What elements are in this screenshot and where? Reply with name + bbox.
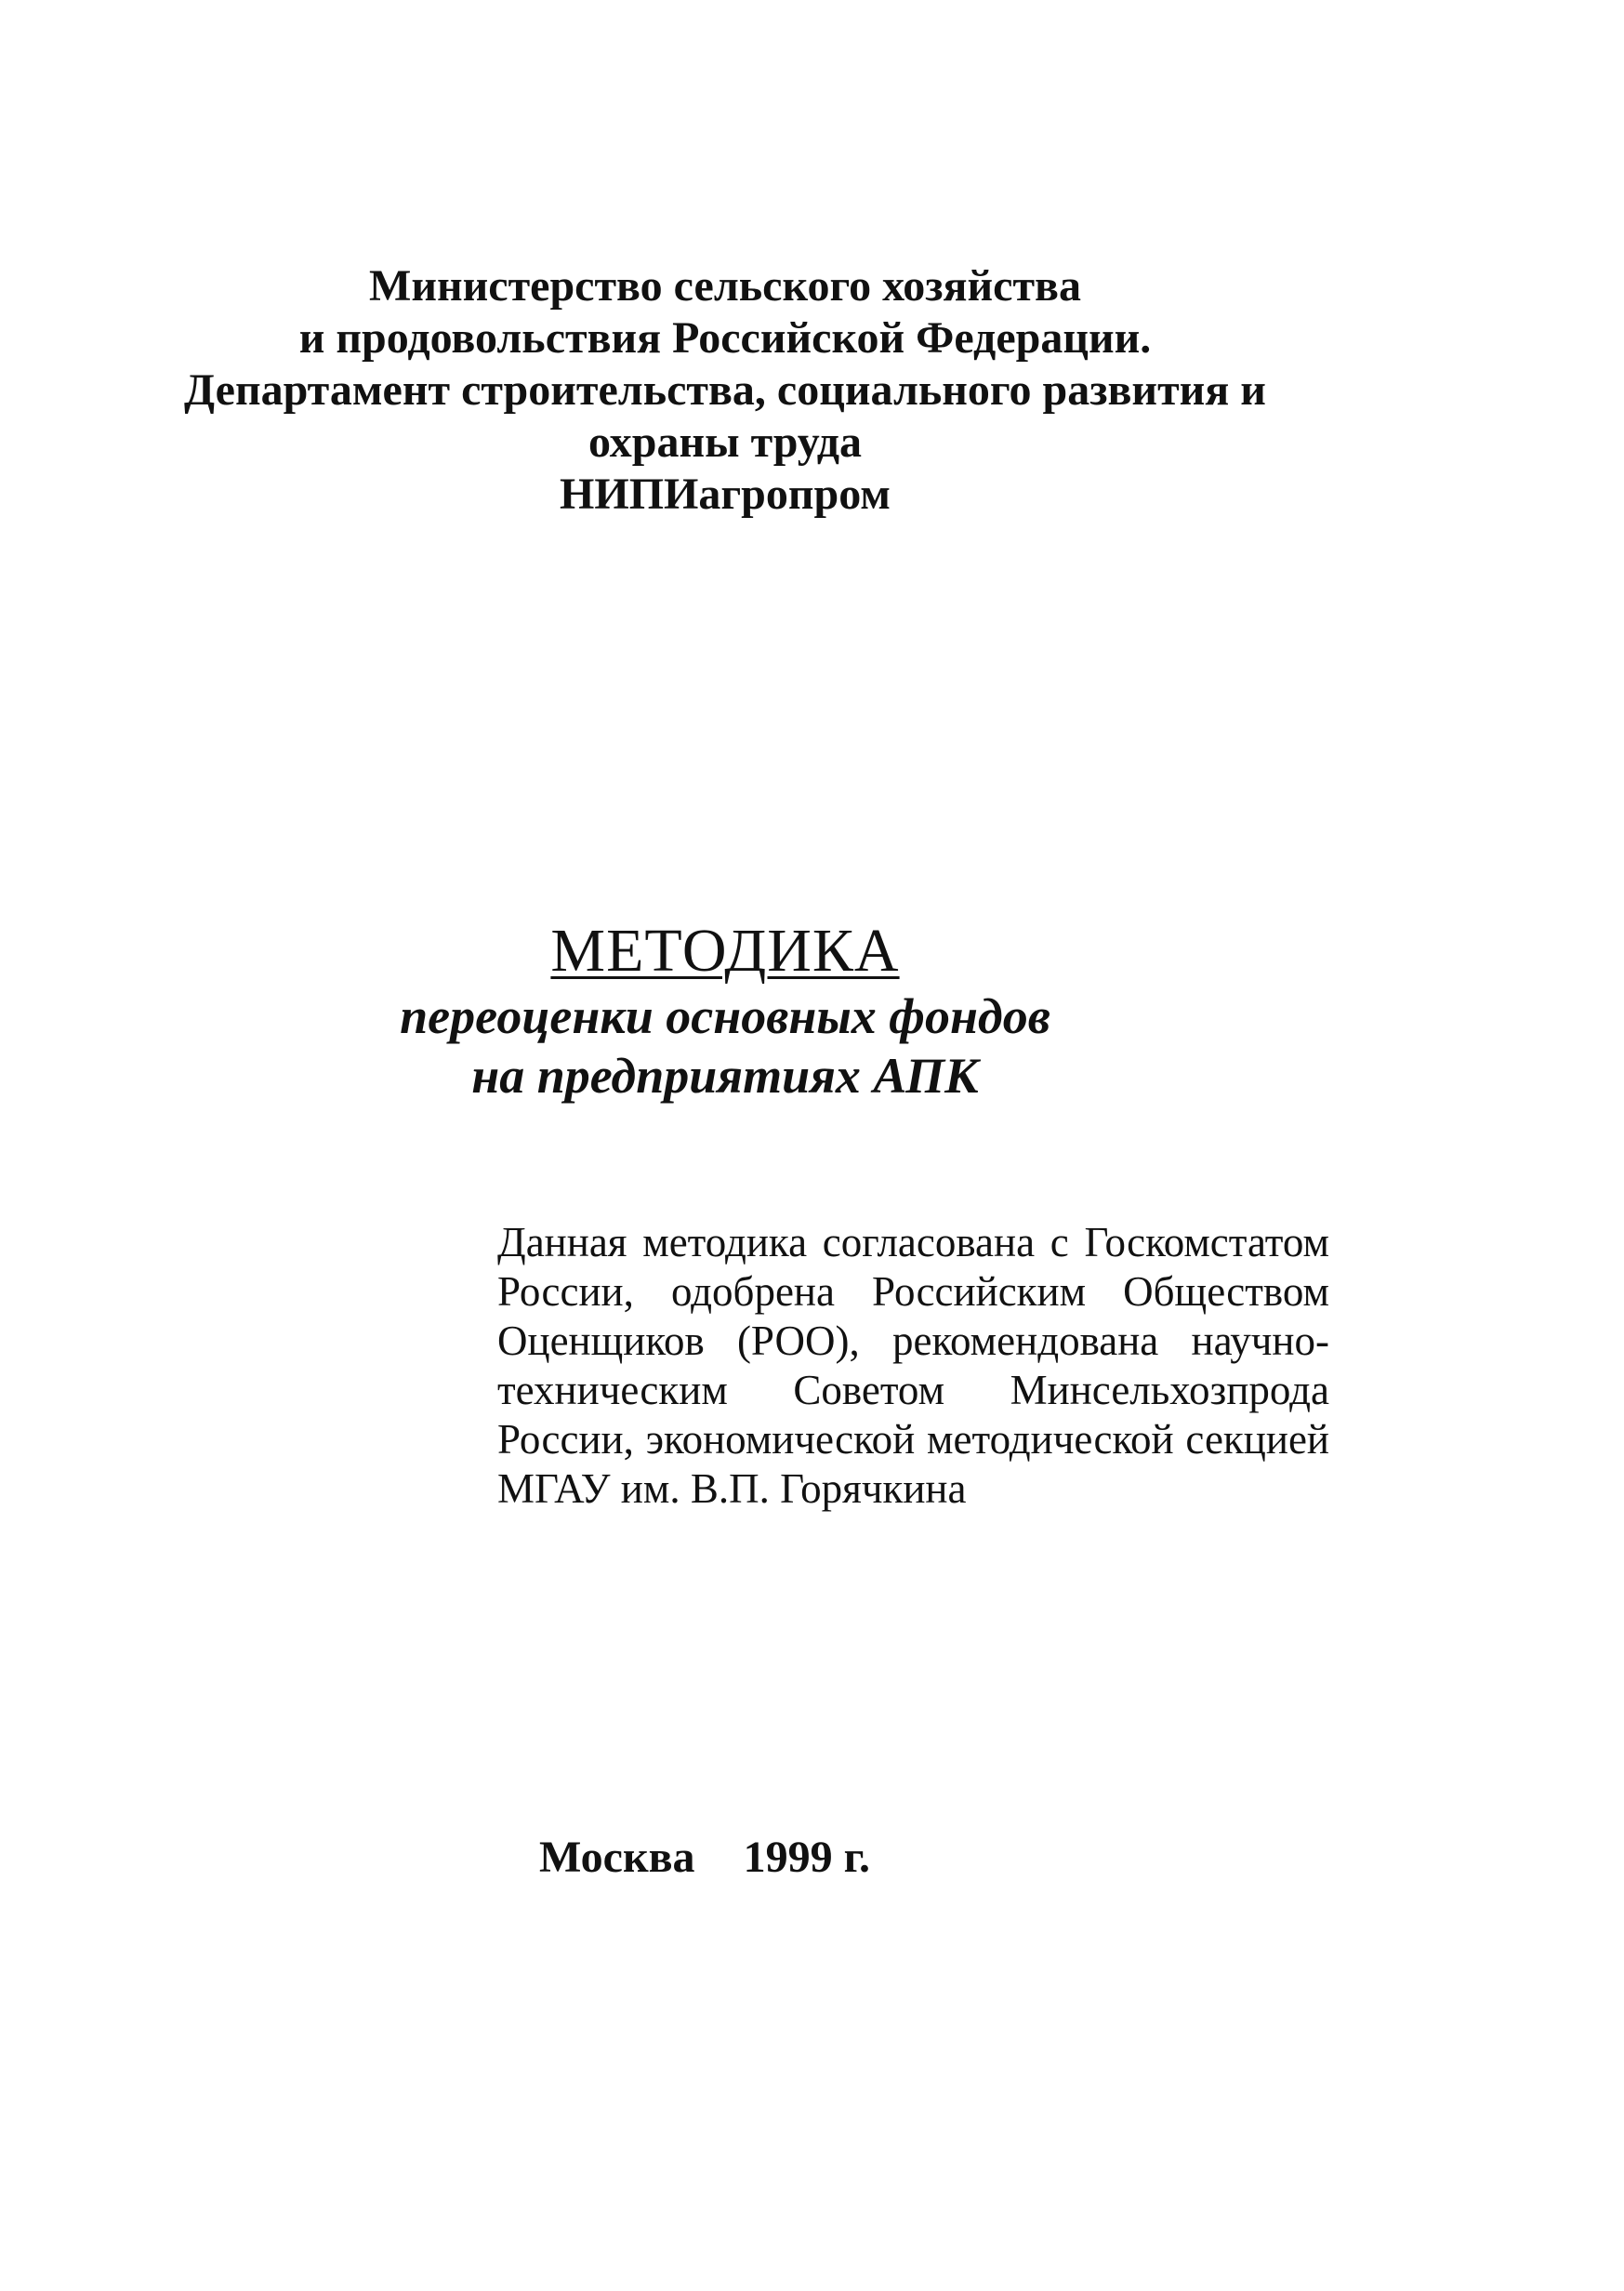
approval-text: Данная методика согласована с Госкомстатом России, одобрена Российским Обществом Оценщиков (РОО), рекомендована научно-техническим Советом Минсельхозпрода России, экономической методической секцией МГАУ им. В.П. Горячкина: [497, 1219, 1329, 1512]
publication-footer: [539, 1832, 870, 1884]
document-title: МЕТОДИКА: [550, 917, 900, 985]
document-subtitle-line-1: переоценки основных фондов: [400, 988, 1050, 1044]
header-line-labor: охраны труда: [588, 417, 863, 467]
header-line-department: Департамент строительства, социального развития и: [184, 365, 1266, 415]
header-line-federation: и продовольствия Российской Федерации.: [298, 313, 1152, 363]
ministry-header: [0, 260, 1450, 521]
header-line-institute: НИПИагропром: [560, 470, 891, 519]
approval-note: [497, 1218, 1329, 1514]
header-line-ministry: Министерство сельского хозяйства: [369, 261, 1081, 311]
publication-city: Москва: [539, 1833, 695, 1882]
publication-year: 1999 г.: [743, 1833, 870, 1882]
document-title-block: [0, 916, 1450, 1106]
document-subtitle-line-2: на предприятиях АПК: [471, 1048, 979, 1104]
